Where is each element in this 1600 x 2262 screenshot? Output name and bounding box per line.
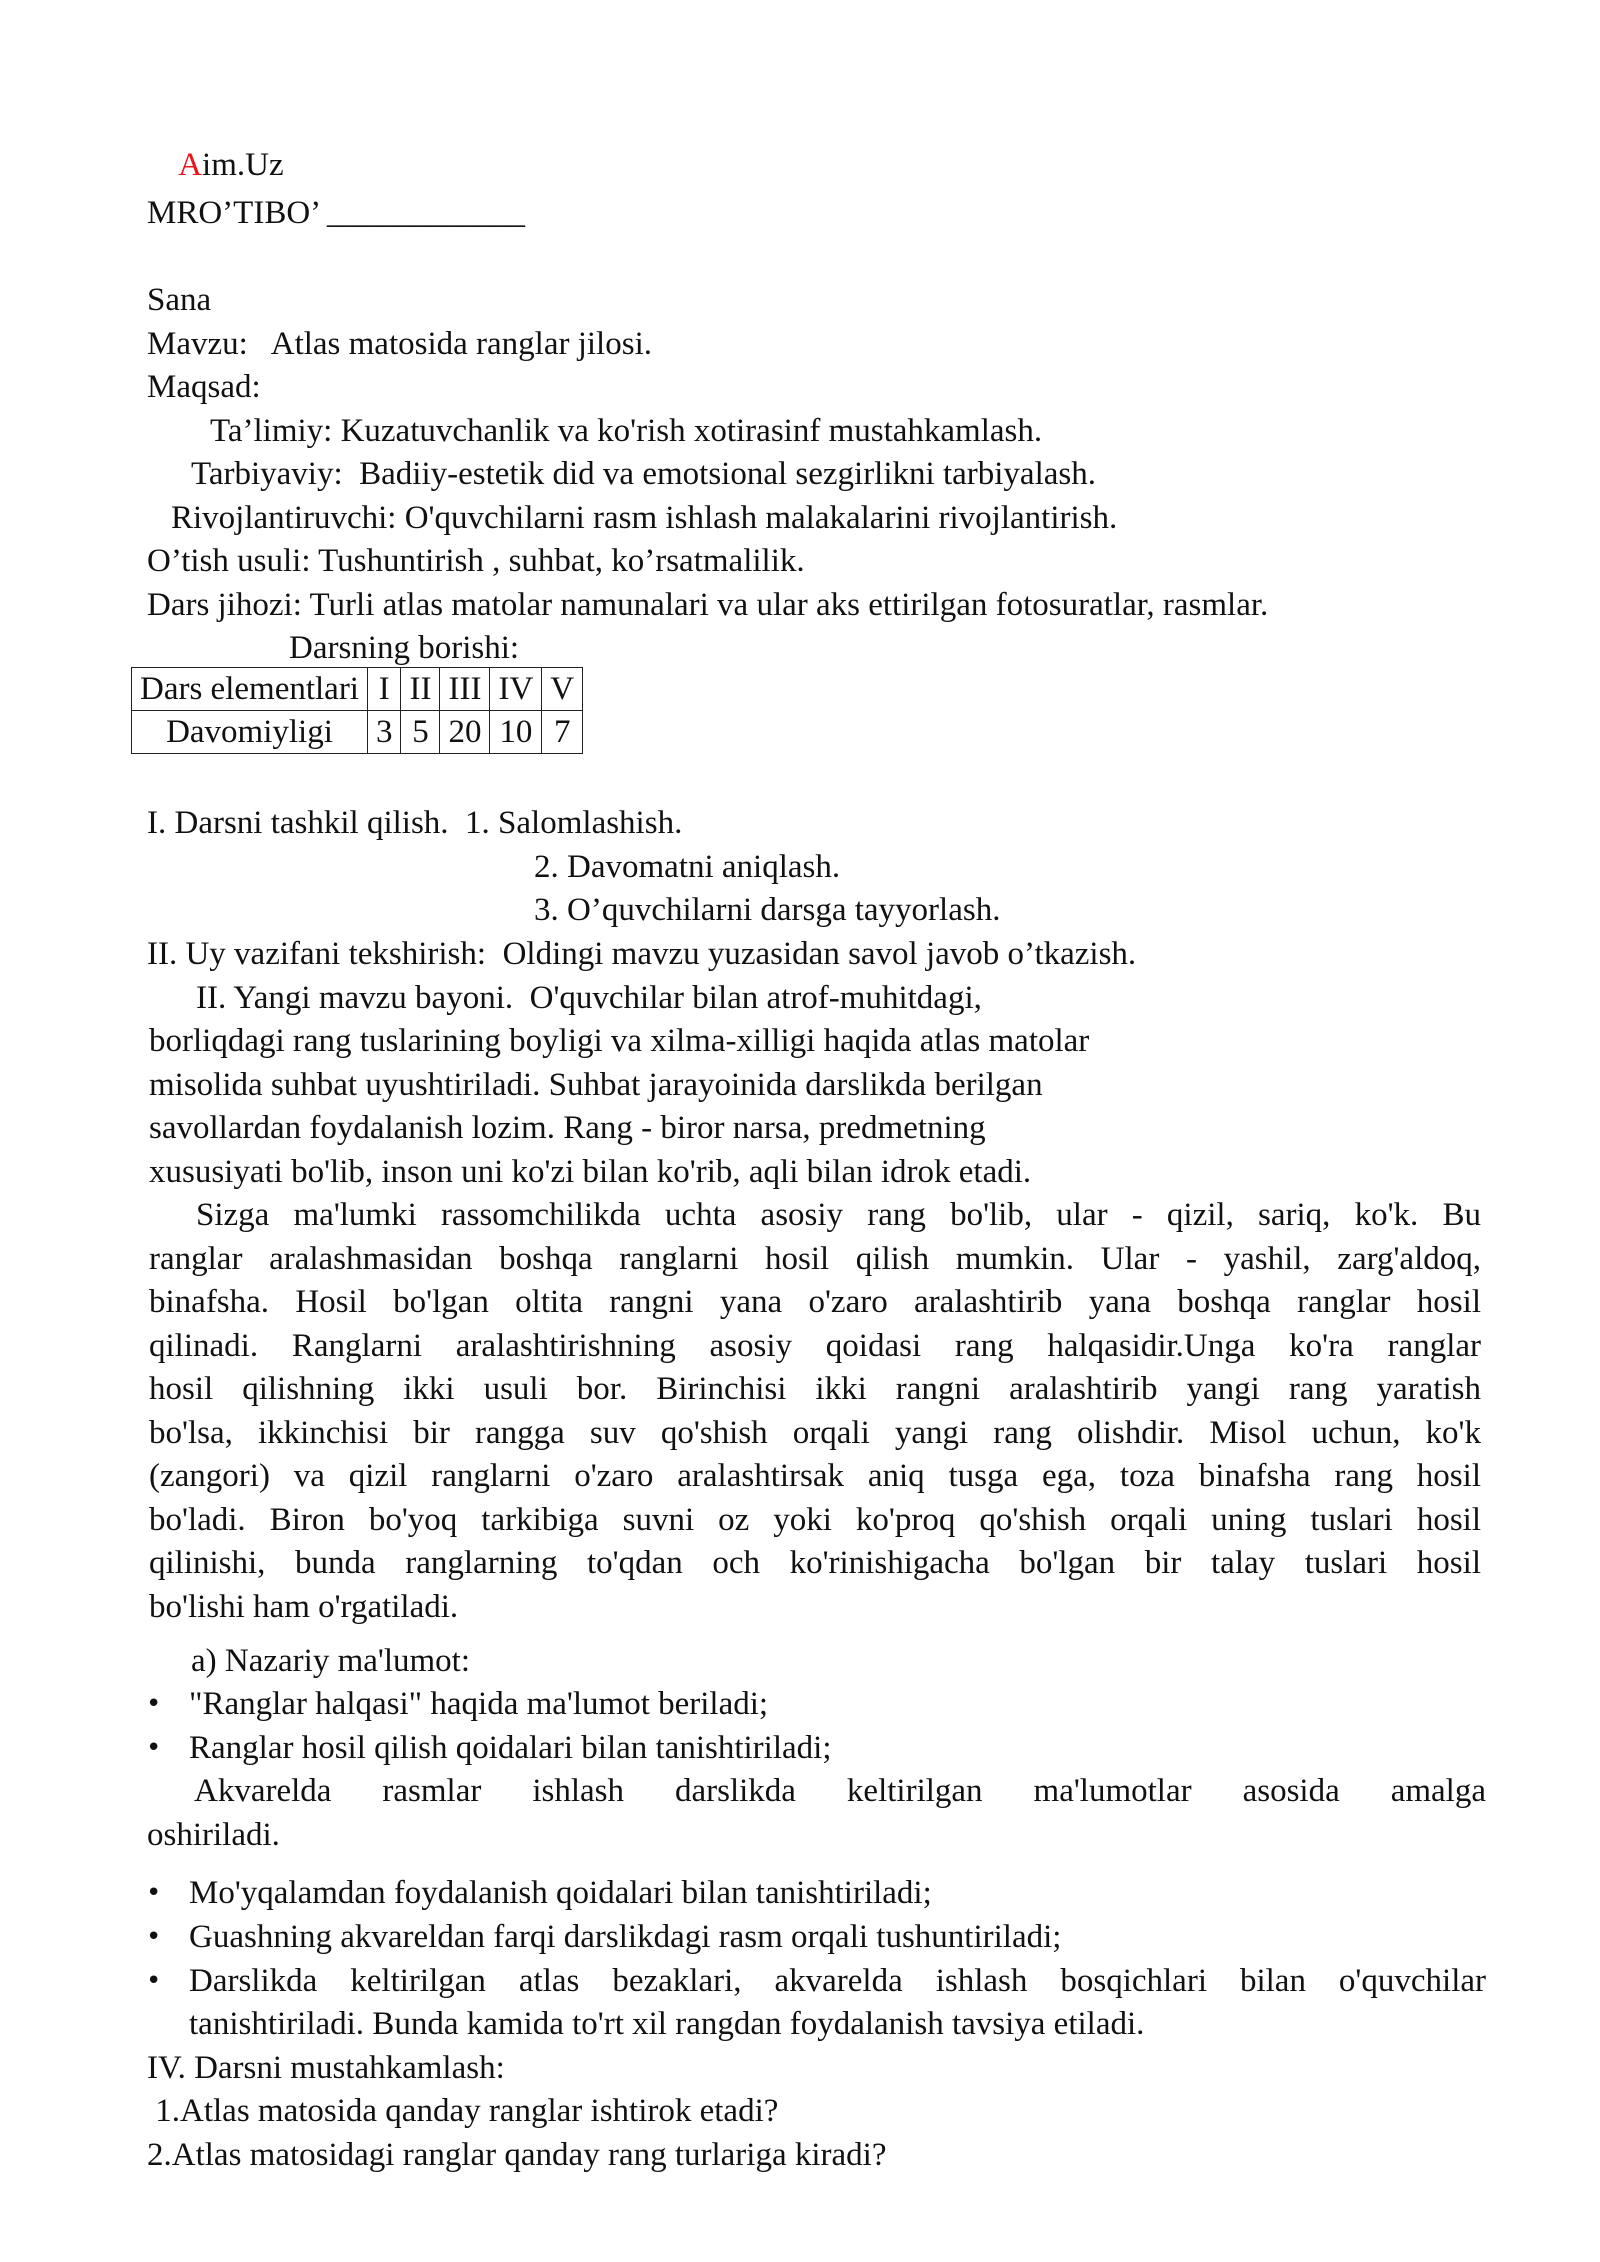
paragraph-line: binafsha. Hosil bo'lgan oltita rangni yana o'zaro aralashtirib yana boshqa ranglar hosil xyxy=(149,1284,1481,1320)
table-cell: Dars elementlari xyxy=(132,668,368,711)
table-row xyxy=(132,711,583,754)
list-item: Ranglar hosil qilish qoidalari bilan tanishtiriladi; xyxy=(189,1730,832,1766)
table-cell: 5 xyxy=(401,711,440,754)
list-item-continuation: tanishtiriladi. Bunda kamida to'rt xil rangdan foydalanish tavsiya etiladi. xyxy=(189,2006,1145,2042)
bullet-dot-icon: • xyxy=(146,1922,162,1952)
method-line: O’tish usuli: Tushuntirish , suhbat, ko’rsatmalilik. xyxy=(147,543,805,579)
list-item: Mo'yqalamdan foydalanish qoidalari bilan tanishtiriladi; xyxy=(189,1875,932,1911)
equipment-line: Dars jihozi: Turli atlas matolar namunalari va ular aks ettirilgan fotosuratlar, rasmlar. xyxy=(147,587,1269,623)
paragraph-line: ranglar aralashmasidan boshqa ranglarni hosil qilish mumkin. Ular - yashil, zarg'aldoq, xyxy=(149,1241,1481,1277)
theory-label: a) Nazariy ma'lumot: xyxy=(191,1643,471,1679)
paragraph-line: (zangori) va qizil ranglarni o'zaro aralashtirsak aniq tusga ega, toza binafsha rang hosil xyxy=(149,1458,1481,1494)
paragraph-line: qilinadi. Ranglarni aralashtirishning asosiy qoidasi rang halqasidir.Unga ko'ra ranglar xyxy=(149,1328,1481,1364)
course-label: Darsning borishi: xyxy=(289,630,520,666)
paragraph-line: bo'ladi. Biron bo'yoq tarkibiga suvni oz yoki ko'proq qo'shish orqali uning tuslari hosil xyxy=(149,1502,1481,1538)
paragraph-line: bo'lishi ham o'rgatiladi. xyxy=(149,1589,459,1625)
bullet-dot-icon: • xyxy=(146,1733,162,1763)
goal-developmental: Rivojlantiruvchi: O'quvchilarni rasm ishlash malakalarini rivojlantirish. xyxy=(171,500,1118,536)
step-homework: II. Uy vazifani tekshirish: Oldingi mavzu yuzasidan savol javob o’tkazish. xyxy=(147,936,1137,972)
step-reinforce: IV. Darsni mustahkamlash: xyxy=(147,2050,505,2086)
step-organize-3: 3. O’quvchilarni darsga tayyorlash. xyxy=(534,892,1001,928)
question-1: 1.Atlas matosida qanday ranglar ishtirok etadi? xyxy=(147,2093,779,2129)
question-2: 2.Atlas matosidagi ranglar qanday rang turlariga kiradi? xyxy=(147,2137,887,2173)
lesson-structure-table xyxy=(131,667,583,754)
bullet-dot-icon: • xyxy=(146,1689,162,1719)
school-line: MRO’TIBO’ ____________ xyxy=(147,195,525,231)
paragraph-line: borliqdagi rang tuslarining boyligi va xilma-xilligi haqida atlas matolar xyxy=(149,1023,1090,1059)
date-label: Sana xyxy=(147,282,212,318)
table-cell: II xyxy=(401,668,440,711)
table-row xyxy=(132,668,583,711)
goal-label: Maqsad: xyxy=(147,369,261,405)
table-cell: Davomiyligi xyxy=(132,711,368,754)
logo-rest: im.Uz xyxy=(202,146,284,183)
table-cell: 7 xyxy=(542,711,583,754)
step-organize: I. Darsni tashkil qilish. 1. Salomlashish. xyxy=(147,805,683,841)
topic-line: Mavzu: Atlas matosida ranglar jilosi. xyxy=(147,326,652,362)
table-cell: I xyxy=(367,668,401,711)
bullet-dot-icon: • xyxy=(146,1966,162,1996)
bullet-dot-icon: • xyxy=(146,1878,162,1908)
paragraph-line: qilinishi, bunda ranglarning to'qdan och ko'rinishigacha bo'lgan bir talay tuslari hosil xyxy=(149,1545,1481,1581)
paragraph-line: xususiyati bo'lib, inson uni ko'zi bilan ko'rib, aqli bilan idrok etadi. xyxy=(149,1154,1032,1190)
paragraph-line: Akvarelda rasmlar ishlash darslikda keltirilgan ma'lumotlar asosida amalga xyxy=(194,1773,1486,1809)
table-cell: III xyxy=(440,668,490,711)
goal-educational: Ta’limiy: Kuzatuvchanlik va ko'rish xotirasinf mustahkamlash. xyxy=(210,413,1043,449)
paragraph-line: savollardan foydalanish lozim. Rang - biror narsa, predmetning xyxy=(149,1110,986,1146)
paragraph-line: hosil qilishning ikki usuli bor. Birinchisi ikki rangni aralashtirib yangi rang yaratish xyxy=(149,1371,1481,1407)
table-cell: 3 xyxy=(367,711,401,754)
paragraph-line: bo'lsa, ikkinchisi bir rangga suv qo'shish orqali yangi rang olishdir. Misol uchun, ko'k xyxy=(149,1415,1481,1451)
paragraph-line: misolida suhbat uyushtiriladi. Suhbat jarayoinida darslikda berilgan xyxy=(149,1067,1043,1103)
table-cell: V xyxy=(542,668,583,711)
paragraph-line: Sizga ma'lumki rassomchilikda uchta asosiy rang bo'lib, ular - qizil, sariq, ko'k. Bu xyxy=(196,1197,1481,1233)
list-item: "Ranglar halqasi" haqida ma'lumot beriladi; xyxy=(189,1686,769,1722)
list-item: Darslikda keltirilgan atlas bezaklari, akvarelda ishlash bosqichlari bilan o'quvchilar xyxy=(189,1963,1486,1999)
table-cell: 20 xyxy=(440,711,490,754)
paragraph-line: II. Yangi mavzu bayoni. O'quvchilar bilan atrof-muhitdagi, xyxy=(196,980,982,1016)
table-cell: IV xyxy=(490,668,542,711)
paragraph-line: oshiriladi. xyxy=(147,1817,280,1853)
step-organize-2: 2. Davomatni aniqlash. xyxy=(534,849,841,885)
goal-upbringing: Tarbiyaviy: Badiiy-estetik did va emotsional sezgirlikni tarbiyalash. xyxy=(191,456,1096,492)
table-cell: 10 xyxy=(490,711,542,754)
list-item: Guashning akvareldan farqi darslikdagi rasm orqali tushuntiriladi; xyxy=(189,1919,1062,1955)
logo-first-letter: A xyxy=(178,146,203,183)
